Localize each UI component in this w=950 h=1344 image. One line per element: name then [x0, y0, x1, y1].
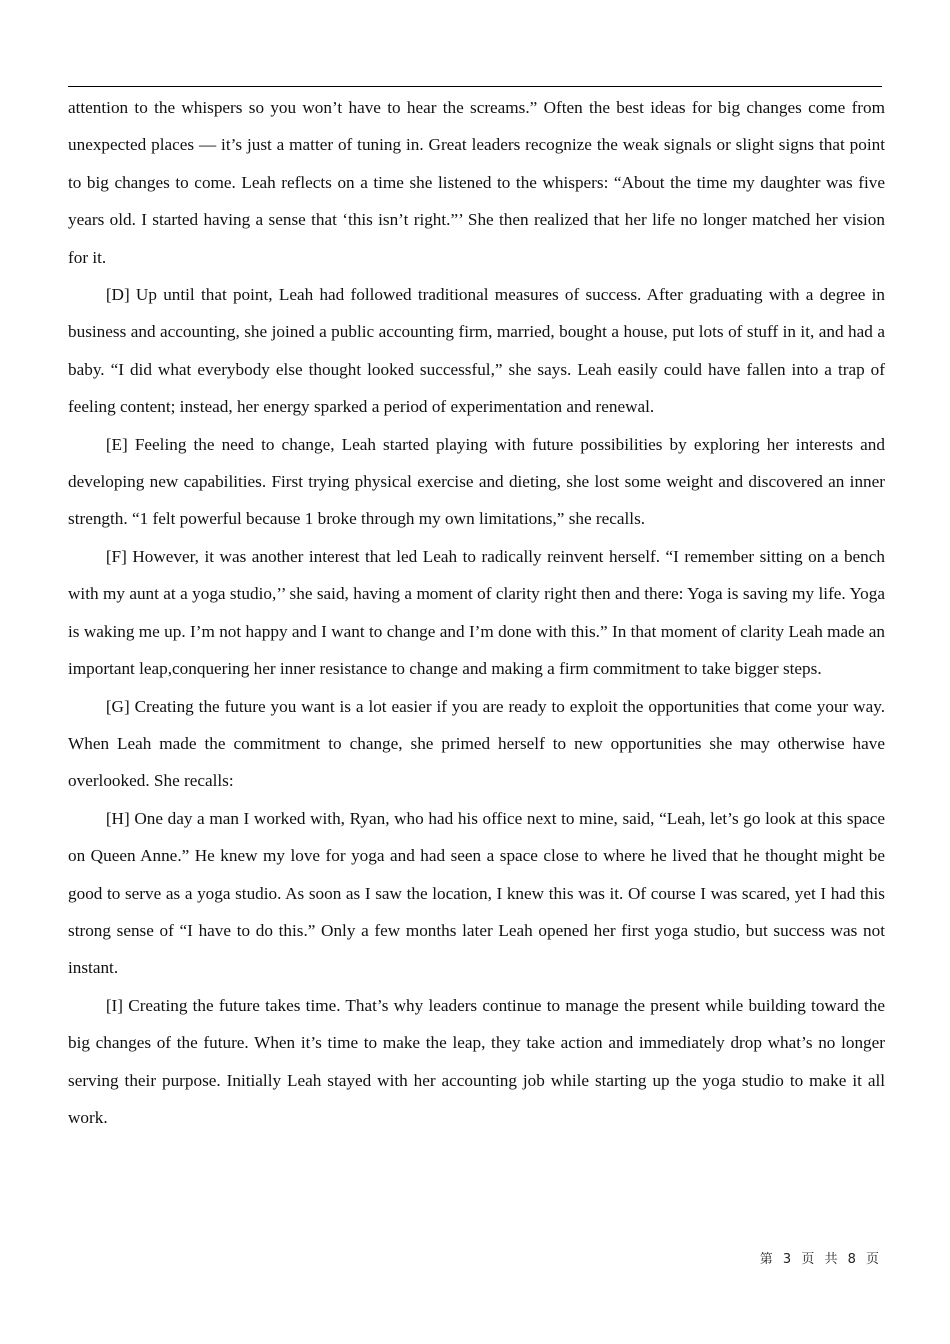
paragraph-d: [D] Up until that point, Leah had followed traditional measures of success. After graduating with a degree in business and accounting, she joined a public accounting firm, married, bought a house, put lots of stuff in it, and had a baby. “I did what everybody else thought looked successful,” she says. Leah easily could have fallen into a trap of feeling content; instead, her energy sparked a period of experimentation and renewal.	[68, 285, 885, 417]
header-rule	[68, 86, 882, 87]
paragraph-h: [H] One day a man I worked with, Ryan, who had his office next to mine, said, “Leah, let’s go look at this space on Queen Anne.” He knew my love for yoga and had seen a space close to where he lived that he thought might be good to serve as a yoga studio. As soon as I saw the location, I knew this was it. Of course I was scared, yet I had this strong sense of “I have to do this.” Only a few months later Leah opened her first yoga studio, but success was not instant.	[68, 808, 885, 978]
paragraph-f: [F] However, it was another interest that led Leah to radically reinvent herself. “I remember sitting on a bench with my aunt at a yoga studio,’’ she said, having a moment of clarity right then and there: Yoga is saving my life. Yoga is waking me up. I’m not happy and I want to change and I’m done with this.” In that moment of clarity Leah made an important leap,conquering her inner resistance to change and making a firm commitment to take bigger steps.	[68, 546, 885, 679]
paragraph-c-continued: attention to the whispers so you won’t have to hear the screams.” Often the best ideas for big changes come from unexpected places — it’s just a matter of tuning in. Great leaders recognize the weak signals or slight signs that point to big changes to come. Leah reflects on a time she listened to the whispers: “About the time my daughter was five years old. I started having a sense that ‘this isn’t right.”’ She then realized that her life no longer matched her vision for it.	[68, 98, 885, 267]
paragraph-e: [E] Feeling the need to change, Leah started playing with future possibilities by exploring her interests and developing new capabilities. First trying physical exercise and dieting, she lost some weight and discovered an inner strength. “1 felt powerful because 1 broke through my own limitations,” she recalls.	[68, 434, 885, 529]
paragraph-i: [I] Creating the future takes time. That’s why leaders continue to manage the present while building toward the big changes of the future. When it’s time to make the leap, they take action and immediately drop what’s no longer serving their purpose. Initially Leah stayed with her accounting job while starting up the yoga studio to make it all work.	[68, 995, 885, 1127]
page-number-footer: 第 3 页 共 8 页	[759, 1252, 882, 1267]
article-body	[68, 89, 885, 1136]
paragraph-g: [G] Creating the future you want is a lot easier if you are ready to exploit the opportunities that come your way. When Leah made the commitment to change, she primed herself to new opportunities she may otherwise have overlooked. She recalls:	[68, 696, 885, 791]
